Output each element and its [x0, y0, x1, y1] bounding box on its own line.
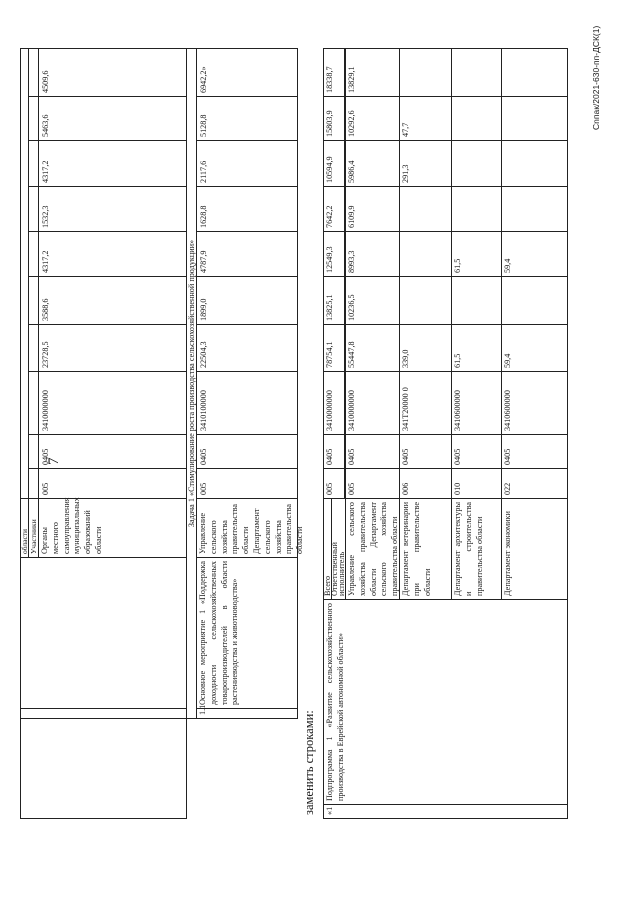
measure-y2017: 4787,9 — [196, 231, 298, 277]
b-r0-csr: 3410000000 — [323, 371, 345, 435]
b-r5-y2019 — [501, 140, 568, 187]
b-r4-y2020 — [451, 96, 502, 141]
top-r3-y2019: 4317,2 — [38, 140, 187, 187]
b-r0-exec: Всего — [323, 498, 332, 600]
b-r4-exec: Департамент архитектуры и строительства правительства области — [451, 498, 502, 600]
b-r5-rz: 0405 — [501, 434, 568, 469]
measure-name: Основное мероприятие 1 «Поддержка доходности сельскохозяйственных товаропроизводителей в области растениеводства и животноводства» — [196, 557, 298, 709]
b-r3-exec: Департамент ветеринарии при правительстве области — [399, 498, 452, 600]
section-heading: заменить строками: — [302, 710, 316, 815]
b-r3-gr: 006 — [399, 468, 452, 499]
measure-y2016: 1899,0 — [196, 276, 298, 325]
top-participants-cell: Участники — [28, 498, 39, 558]
subprogram-num: «1 — [323, 804, 568, 819]
b-r3-y2021 — [399, 48, 452, 97]
top-r3-y2021: 4509,6 — [38, 48, 187, 97]
top-r3-total: 23728,5 — [38, 324, 187, 372]
b-r5-y2021 — [501, 48, 568, 97]
b-r3-y2019: 291,3 — [399, 140, 452, 187]
b-r3-y2017 — [399, 231, 452, 277]
top-r3-gr: 005 — [38, 468, 187, 499]
b-r0-rz: 0405 — [323, 434, 345, 469]
top-r3-y2017: 4317,2 — [38, 231, 187, 277]
b-r5-y2017: 59,4 — [501, 231, 568, 277]
b-r3-y2016 — [399, 276, 452, 325]
b-r4-gr: 010 — [451, 468, 502, 499]
top-r3-y2020: 5463,6 — [38, 96, 187, 141]
measure-y2019: 2117,6 — [196, 140, 298, 187]
b-r2-exec: Управление сельского хозяйства правительства области Департамент сельского хозяйства правительства области — [345, 498, 400, 600]
b-r5-y2018 — [501, 186, 568, 232]
b-r2-y2016: 10236,5 — [345, 276, 400, 325]
b-r2-y2020: 10292,6 — [345, 96, 400, 141]
measure-num: 1.1 — [196, 708, 298, 719]
b-r5-gr: 022 — [501, 468, 568, 499]
b-r4-y2017: 61,5 — [451, 231, 502, 277]
b-r2-gr: 005 — [345, 468, 400, 499]
b-r4-rz: 0405 — [451, 434, 502, 469]
b-r0-y2020: 15803,9 — [323, 96, 345, 141]
measure-executor: Управление сельского хозяйства правительства области Департамент сельского хозяйства правительства области — [196, 498, 298, 558]
b-r0-gr: 005 — [323, 468, 345, 499]
b-r3-y2018 — [399, 186, 452, 232]
b-r5-y2020 — [501, 96, 568, 141]
subprogram-name: Подпрограмма 1 «Развитие сельскохозяйственного производства в Еврейской автономной области» — [323, 599, 568, 805]
page-number: 7 — [46, 457, 62, 465]
b-r4-y2016 — [451, 276, 502, 325]
b-r2-y2018: 6109,9 — [345, 186, 400, 232]
top-left-blank-cell — [20, 718, 187, 819]
b-r3-rz: 0405 — [399, 434, 452, 469]
b-r5-y2016 — [501, 276, 568, 325]
b-r1-exec: Ответственный исполнитель — [331, 498, 346, 600]
b-r2-y2017: 8993,3 — [345, 231, 400, 277]
b-r2-rz: 0405 — [345, 434, 400, 469]
b-r0-total: 78754,1 — [323, 324, 345, 372]
b-r5-total: 59,4 — [501, 324, 568, 372]
b-r3-y2020: 47,7 — [399, 96, 452, 141]
measure-rz: 0405 — [196, 434, 298, 469]
b-r0-y2018: 7642,2 — [323, 186, 345, 232]
task-1-row: Задача 1 «Стимулирование роста производства сельскохозяйственной продукции» — [186, 48, 197, 719]
b-r0-y2016: 13825,1 — [323, 276, 345, 325]
b-r4-y2018 — [451, 186, 502, 232]
top-local-gov-cell: Органы местного самоуправления муниципальных образований области — [38, 498, 187, 558]
b-r4-y2019 — [451, 140, 502, 187]
document-footer: Сnпак/2021-630-пп-ДСК(1) — [591, 25, 601, 130]
top-num-blank-cell — [20, 708, 187, 719]
top-r3-y2018: 1532,3 — [38, 186, 187, 232]
top-r3-y2016: 3588,6 — [38, 276, 187, 325]
measure-gr: 005 — [196, 468, 298, 499]
b-r5-exec: Департамент экономики — [501, 498, 568, 600]
b-r3-csr: 341Т20000 0 — [399, 371, 452, 435]
b-r4-csr: 3410600000 — [451, 371, 502, 435]
b-r0-y2021: 18338,7 — [323, 48, 345, 97]
top-name-blank-cell — [20, 557, 187, 709]
top-r3-csr: 3410000000 — [38, 371, 187, 435]
measure-y2020: 5128,8 — [196, 96, 298, 141]
b-r4-y2021 — [451, 48, 502, 97]
b-r2-csr: 3410000000 — [345, 371, 400, 435]
b-r2-total: 55447,8 — [345, 324, 400, 372]
measure-y2018: 1628,8 — [196, 186, 298, 232]
b-r5-csr: 3410600000 — [501, 371, 568, 435]
measure-y2021: 6942,2» — [196, 48, 298, 97]
b-r4-total: 61,5 — [451, 324, 502, 372]
b-r0-y2019: 10594,9 — [323, 140, 345, 187]
top-exec-cont-cell: области — [20, 498, 29, 558]
b-r2-y2021: 13829,1 — [345, 48, 400, 97]
measure-csr: 3410100000 — [196, 371, 298, 435]
b-r3-total: 339,0 — [399, 324, 452, 372]
measure-total: 22504,3 — [196, 324, 298, 372]
top-r3-rz: 0405 — [38, 434, 187, 469]
b-r2-y2019: 5986,4 — [345, 140, 400, 187]
b-r0-y2017: 12549,3 — [323, 231, 345, 277]
